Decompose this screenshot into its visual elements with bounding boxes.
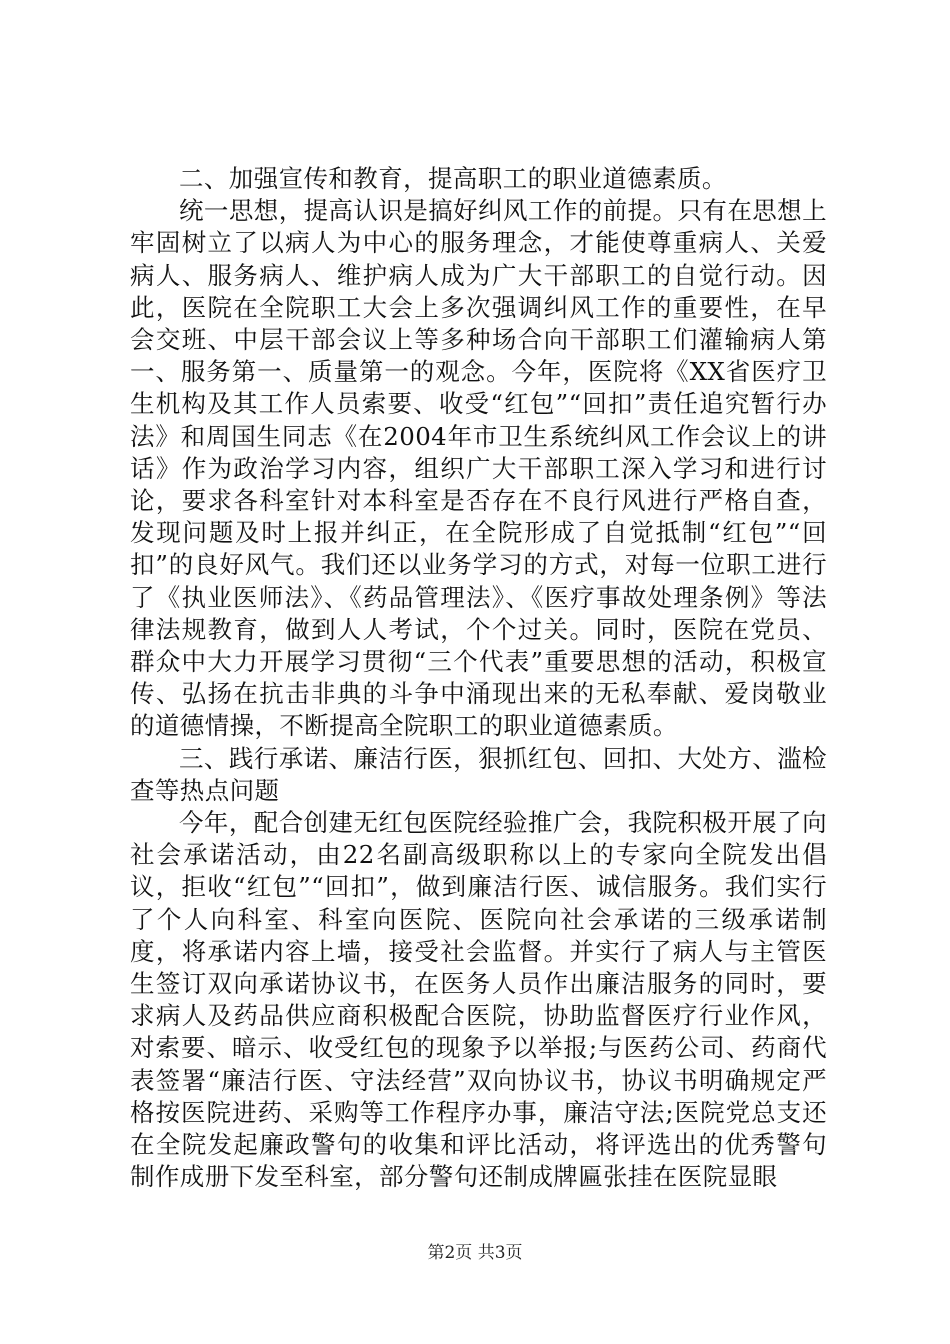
section-heading-2: 二、加强宣传和教育，提高职工的职业道德素质。 <box>179 164 727 193</box>
body-paragraph: 统一思想，提高认识是搞好纠风工作的前提。只有在思想上牢固树立了以病人为中心的服务理念，才能使尊重病人、关爱病人、服务病人、维护病人成为广大干部职工的自觉行动。因此，医院在全院职工大会上多次强调纠风工作的重要性，在早会交班、中层干部会议上等多种场合向干部职工们灌输病人第一、服务第一、质量第一的观念。今年，医院将《XX省医疗卫生机构及其工作人员索要、收受“红包”“回扣”责任追究暂行办法》和周国生同志《在2004年市卫生系统纠风工作会议上的讲话》作为政治学习内容，组织广大干部职工深入学习和进行讨论，要求各科室针对本科室是否存在不良行风进行严格自查，发现问题及时上报并纠正，在全院形成了自觉抵制“红包”“回扣”的良好风气。我们还以业务学习的方式，对每一位职工进行了《执业医师法》、《药品管理法》、《医疗事故处理条例》等法律法规教育，做到人人考试，个个过关。同时，医院在党员、群众中大力开展学习贯彻“三个代表”重要思想的活动，积极宣传、弘扬在抗击非典的斗争中涌现出来的无私奉献、爱岗敬业的道德情操，不断提高全院职工的职业道德素质。 <box>130 196 827 741</box>
document-body <box>130 163 827 1194</box>
body-paragraph: 今年，配合创建无红包医院经验推广会，我院积极开展了向社会承诺活动，由22名副高级职称以上的专家向全院发出倡议，拒收“红包”“回扣”，做到廉洁行医、诚信服务。我们实行了个人向科室、科室向医院、医院向社会承诺的三级承诺制度，将承诺内容上墙，接受社会监督。并实行了病人与主管医生签订双向承诺协议书，在医务人员作出廉洁服务的同时，要求病人及药品供应商积极配合医院，协助监督医疗行业作风，对索要、暗示、收受红包的现象予以举报;与医药公司、药商代表签署“廉洁行医、守法经营”双向协议书，协议书明确规定严格按医院进药、采购等工作程序办事，廉洁守法;医院党总支还在全院发起廉政警句的收集和评比活动，将评选出的优秀警句制作成册下发至科室，部分警句还制成牌匾张挂在医院显眼 <box>130 808 827 1192</box>
page-number-footer: 第2页 共3页 <box>427 1243 523 1263</box>
section-heading-3: 三、践行承诺、廉洁行医，狠抓红包、回扣、大处方、滥检查等热点问题 <box>130 743 827 805</box>
